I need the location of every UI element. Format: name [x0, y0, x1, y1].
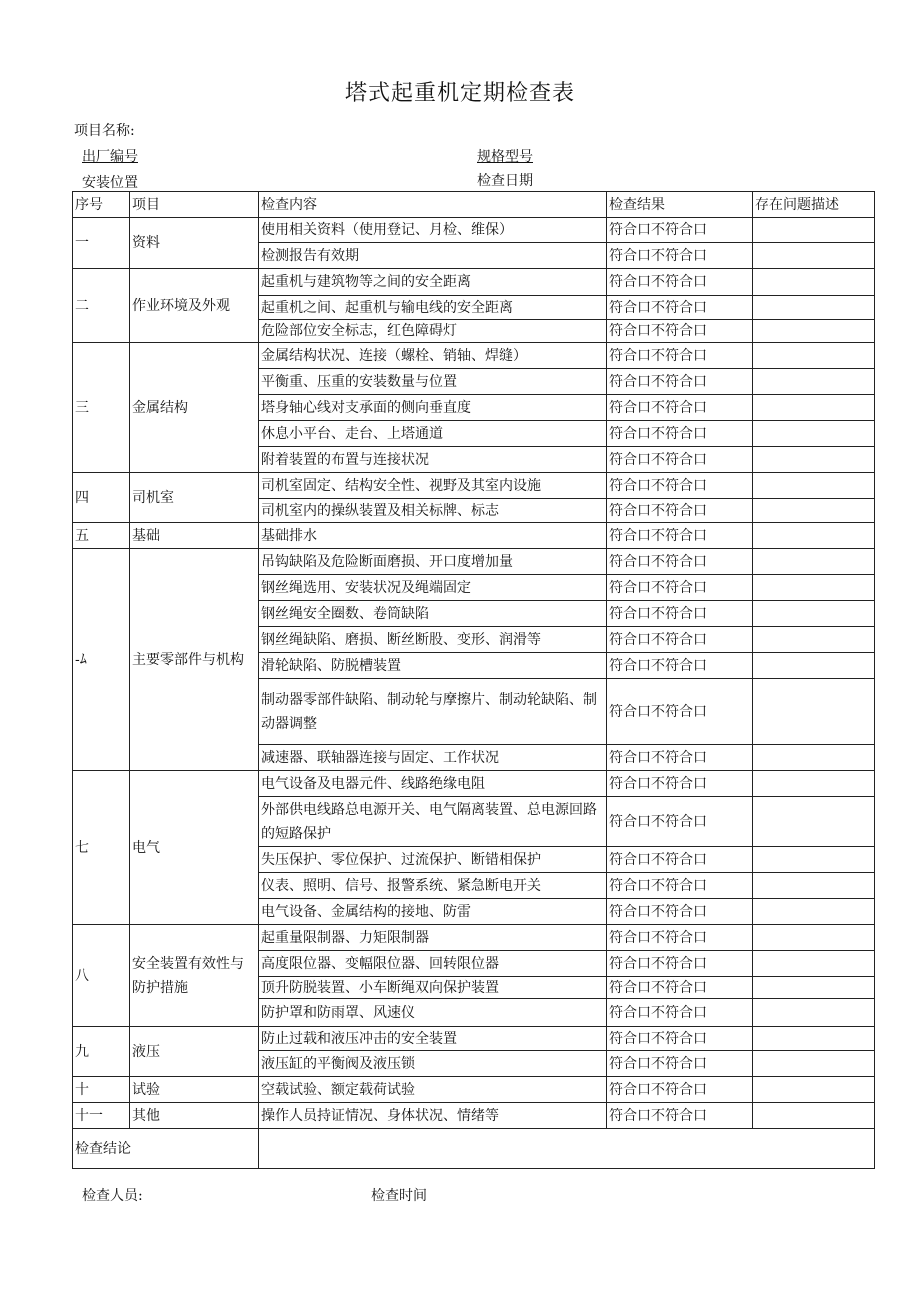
check-result[interactable]: 符合口不符合口 [607, 269, 753, 296]
table-row [73, 549, 875, 575]
section-number: 八 [73, 925, 130, 1027]
check-result[interactable]: 符合口不符合口 [607, 745, 753, 771]
issue-description[interactable] [753, 1027, 875, 1051]
issue-description[interactable] [753, 218, 875, 243]
section-name: 基础 [130, 523, 259, 549]
issue-description[interactable] [753, 679, 875, 745]
section-name: 电气 [130, 771, 259, 925]
check-result[interactable]: 符合口不符合口 [607, 320, 753, 343]
check-result[interactable]: 符合口不符合口 [607, 847, 753, 873]
conclusion-label: 检查结论 [73, 1129, 259, 1169]
check-content: 顶升防脱装置、小车断绳双向保护装置 [259, 977, 607, 999]
check-content: 失压保护、零位保护、过流保护、断错相保护 [259, 847, 607, 873]
check-result[interactable]: 符合口不符合口 [607, 549, 753, 575]
header-row [73, 192, 875, 218]
section-name: 安全装置有效性与防护措施 [130, 925, 259, 1027]
issue-description[interactable] [753, 523, 875, 549]
header-no: 序号 [73, 192, 130, 218]
check-result[interactable]: 符合口不符合口 [607, 601, 753, 627]
check-result[interactable]: 符合口不符合口 [607, 343, 753, 369]
issue-description[interactable] [753, 745, 875, 771]
section-name: 作业环境及外观 [130, 269, 259, 343]
check-content: 使用相关资料（使用登记、月检、维保） [259, 218, 607, 243]
check-result[interactable]: 符合口不符合口 [607, 523, 753, 549]
issue-description[interactable] [753, 269, 875, 296]
issue-description[interactable] [753, 797, 875, 847]
issue-description[interactable] [753, 447, 875, 473]
section-number: 二 [73, 269, 130, 343]
check-result[interactable]: 符合口不符合口 [607, 1051, 753, 1077]
check-result[interactable]: 符合口不符合口 [607, 951, 753, 977]
check-content: 外部供电线路总电源开关、电气隔离装置、总电源回路的短路保护 [259, 797, 607, 847]
header-item: 项目 [130, 192, 259, 218]
check-content: 平衡重、压重的安装数量与位置 [259, 369, 607, 395]
check-content: 钢丝绳选用、安装状况及绳端固定 [259, 575, 607, 601]
section-number: 四 [73, 473, 130, 523]
check-content: 减速器、联轴器连接与固定、工作状况 [259, 745, 607, 771]
issue-description[interactable] [753, 847, 875, 873]
section-name: 试验 [130, 1077, 259, 1103]
inspector-label: 检查人员: [82, 1188, 143, 1204]
issue-description[interactable] [753, 899, 875, 925]
check-content: 检测报告有效期 [259, 243, 607, 269]
issue-description[interactable] [753, 925, 875, 951]
check-result[interactable]: 符合口不符合口 [607, 653, 753, 679]
check-content: 滑轮缺陷、防脱槽装置 [259, 653, 607, 679]
check-content: 起重机之间、起重机与输电线的安全距离 [259, 296, 607, 320]
section-name: 资料 [130, 218, 259, 269]
check-result[interactable]: 符合口不符合口 [607, 679, 753, 745]
issue-description[interactable] [753, 873, 875, 899]
issue-description[interactable] [753, 1077, 875, 1103]
check-content: 司机室内的操纵装置及相关标牌、标志 [259, 499, 607, 523]
spec-model-label: 规格型号 [477, 149, 533, 165]
check-content: 制动器零部件缺陷、制动轮与摩擦片、制动轮缺陷、制动器调整 [259, 679, 607, 745]
section-number: 三 [73, 343, 130, 473]
section-name: 金属结构 [130, 343, 259, 473]
header-description: 存在问题描述 [753, 192, 875, 218]
section-number: 九 [73, 1027, 130, 1077]
table-row [73, 925, 875, 951]
table-row [73, 343, 875, 369]
section-number: 五 [73, 523, 130, 549]
issue-description[interactable] [753, 296, 875, 320]
issue-description[interactable] [753, 421, 875, 447]
issue-description[interactable] [753, 951, 875, 977]
check-content: 电气设备、金属结构的接地、防雷 [259, 899, 607, 925]
issue-description[interactable] [753, 771, 875, 797]
check-result[interactable]: 符合口不符合口 [607, 627, 753, 653]
header-content: 检查内容 [259, 192, 607, 218]
section-number: -ﾑ [73, 549, 130, 771]
table-row [73, 771, 875, 797]
check-content: 休息小平台、走台、上塔通道 [259, 421, 607, 447]
check-result[interactable]: 符合口不符合口 [607, 999, 753, 1027]
check-content: 起重量限制器、力矩限制器 [259, 925, 607, 951]
check-content: 钢丝绳缺陷、磨损、断丝断股、变形、润滑等 [259, 627, 607, 653]
issue-description[interactable] [753, 320, 875, 343]
issue-description[interactable] [753, 977, 875, 999]
issue-description[interactable] [753, 369, 875, 395]
check-content: 钢丝绳安全圈数、卷筒缺陷 [259, 601, 607, 627]
inspection-table [72, 191, 875, 1169]
issue-description[interactable] [753, 473, 875, 499]
check-result[interactable]: 符合口不符合口 [607, 421, 753, 447]
check-content: 危险部位安全标志，红色障碍灯 [259, 320, 607, 343]
check-content: 高度限位器、变幅限位器、回转限位器 [259, 951, 607, 977]
table-row [73, 1027, 875, 1051]
section-name: 司机室 [130, 473, 259, 523]
issue-description[interactable] [753, 395, 875, 421]
check-result[interactable]: 符合口不符合口 [607, 873, 753, 899]
section-number: 七 [73, 771, 130, 925]
conclusion-row [73, 1129, 875, 1169]
check-content: 金属结构状况、连接（螺栓、销轴、焊缝） [259, 343, 607, 369]
issue-description[interactable] [753, 575, 875, 601]
check-content: 司机室固定、结构安全性、视野及其室内设施 [259, 473, 607, 499]
issue-description[interactable] [753, 999, 875, 1027]
check-result[interactable]: 符合口不符合口 [607, 369, 753, 395]
page-title: 塔式起重机定期检查表 [344, 81, 575, 106]
issue-description[interactable] [753, 1051, 875, 1077]
install-location-label: 安装位置 [82, 175, 138, 191]
check-result[interactable]: 符合口不符合口 [607, 1077, 753, 1103]
issue-description[interactable] [753, 627, 875, 653]
check-content: 起重机与建筑物等之间的安全距离 [259, 269, 607, 296]
header-result: 检查结果 [607, 192, 753, 218]
factory-no-label: 出厂编号 [82, 149, 138, 165]
conclusion-value[interactable] [259, 1129, 875, 1169]
table-row [73, 523, 875, 549]
check-content: 附着装置的布置与连接状况 [259, 447, 607, 473]
check-date-label: 检查日期 [477, 173, 533, 189]
issue-description[interactable] [753, 653, 875, 679]
table-row [73, 1077, 875, 1103]
check-content: 基础排水 [259, 523, 607, 549]
check-content: 仪表、照明、信号、报警系统、紧急断电开关 [259, 873, 607, 899]
check-content: 操作人员持证情况、身体状况、情绪等 [259, 1103, 607, 1129]
section-name: 液压 [130, 1027, 259, 1077]
check-result[interactable]: 符合口不符合口 [607, 243, 753, 269]
check-result[interactable]: 符合口不符合口 [607, 925, 753, 951]
check-content: 防止过载和液压冲击的安全装置 [259, 1027, 607, 1051]
issue-description[interactable] [753, 549, 875, 575]
issue-description[interactable] [753, 1103, 875, 1129]
table-row [73, 473, 875, 499]
check-result[interactable]: 符合口不符合口 [607, 1027, 753, 1051]
issue-description[interactable] [753, 243, 875, 269]
check-content: 防护罩和防雨罩、风速仪 [259, 999, 607, 1027]
check-result[interactable]: 符合口不符合口 [607, 499, 753, 523]
check-result[interactable]: 符合口不符合口 [607, 1103, 753, 1129]
table-row [73, 1103, 875, 1129]
check-result[interactable]: 符合口不符合口 [607, 575, 753, 601]
check-content: 液压缸的平衡阀及液压锁 [259, 1051, 607, 1077]
check-result[interactable]: 符合口不符合口 [607, 218, 753, 243]
issue-description[interactable] [753, 601, 875, 627]
check-result[interactable]: 符合口不符合口 [607, 296, 753, 320]
check-result[interactable]: 符合口不符合口 [607, 473, 753, 499]
section-number: 十 [73, 1077, 130, 1103]
table-row [73, 218, 875, 243]
check-result[interactable]: 符合口不符合口 [607, 395, 753, 421]
issue-description[interactable] [753, 343, 875, 369]
section-number: 一 [73, 218, 130, 269]
project-name-label: 项目名称: [74, 123, 135, 139]
check-result[interactable]: 符合口不符合口 [607, 899, 753, 925]
check-content: 空载试验、额定载荷试验 [259, 1077, 607, 1103]
check-result[interactable]: 符合口不符合口 [607, 977, 753, 999]
section-name: 其他 [130, 1103, 259, 1129]
check-time-label: 检查时间 [371, 1188, 427, 1204]
table-row [73, 269, 875, 296]
check-content: 塔身轴心线对支承面的侧向垂直度 [259, 395, 607, 421]
check-content: 吊钩缺陷及危险断面磨损、开口度增加量 [259, 549, 607, 575]
section-name: 主要零部件与机构 [130, 549, 259, 771]
issue-description[interactable] [753, 499, 875, 523]
check-content: 电气设备及电器元件、线路绝缘电阻 [259, 771, 607, 797]
section-number: 十一 [73, 1103, 130, 1129]
check-result[interactable]: 符合口不符合口 [607, 447, 753, 473]
check-result[interactable]: 符合口不符合口 [607, 797, 753, 847]
check-result[interactable]: 符合口不符合口 [607, 771, 753, 797]
